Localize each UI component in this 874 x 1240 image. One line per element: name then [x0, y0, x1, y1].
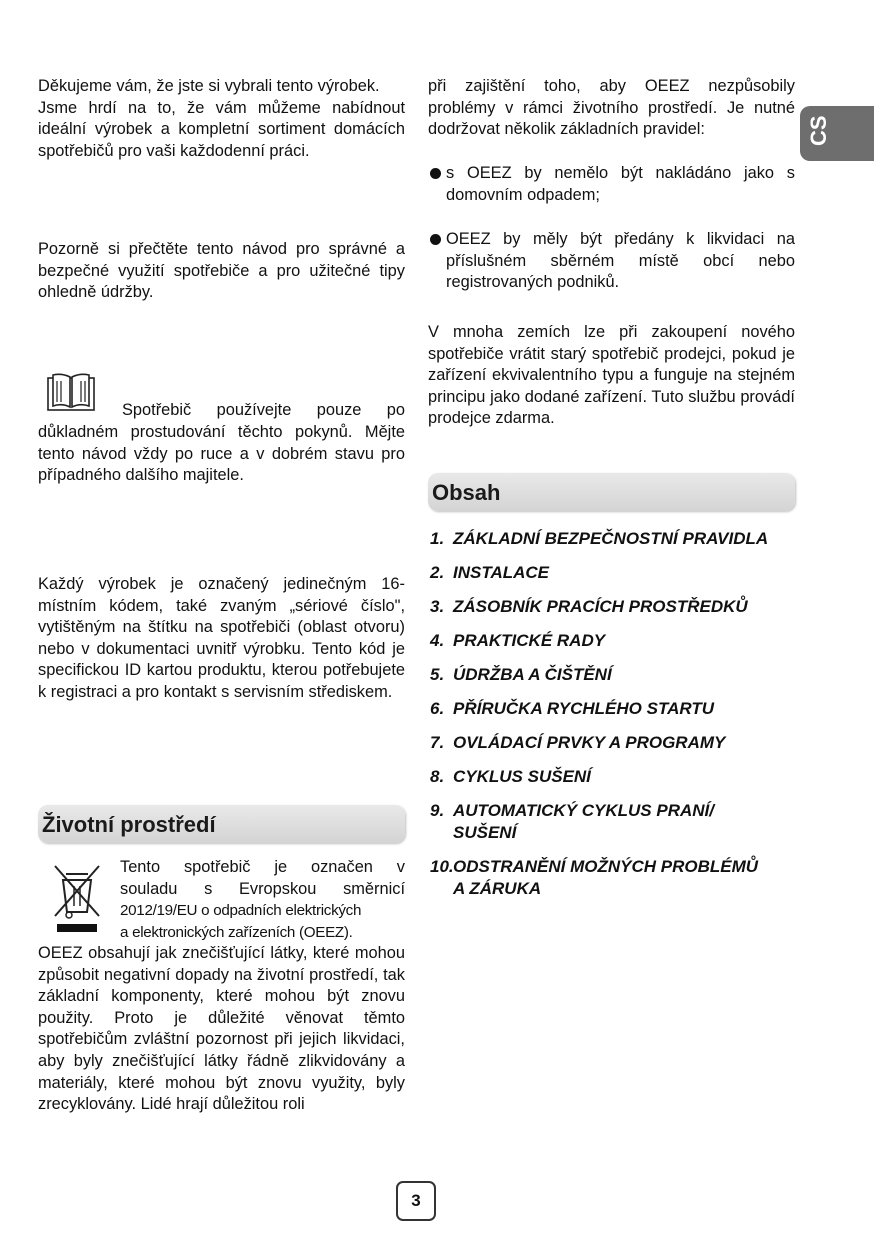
open-book-icon	[47, 372, 95, 414]
environment-line-4: a elektronických zařízeních (OEEZ).	[120, 923, 353, 941]
crossed-out-bin-icon	[52, 860, 102, 934]
toc-item-title: AUTOMATICKÝ CYKLUS PRANÍ/	[453, 801, 714, 820]
toc-item[interactable]	[430, 596, 800, 618]
toc-item-title-continued: SUŠENÍ	[453, 823, 517, 842]
language-tab-label: CS	[806, 115, 831, 146]
weee-rule-text: OEEZ by měly být předány k likvidaci na příslušném sběrném místě obcí nebo registrovaných podniků.	[446, 230, 795, 292]
toc-item-title: ODSTRANĚNÍ MOŽNÝCH PROBLÉMŮ	[453, 857, 759, 876]
toc-item[interactable]	[430, 698, 800, 720]
weee-rule-item	[428, 163, 795, 206]
toc-item-title: OVLÁDACÍ PRVKY A PROGRAMY	[453, 733, 726, 752]
toc-item[interactable]	[430, 664, 800, 686]
manual-note-text: důkladném prostudování těchto pokynů. Mějte tento návod vždy po ruce a v dobrém stavu pro případného dalšího majitele.	[38, 423, 405, 485]
environment-heading: Životní prostředí	[42, 812, 216, 837]
environment-heading-bar	[38, 805, 405, 843]
toc-item-number: 4.	[430, 631, 445, 650]
toc-item[interactable]	[430, 766, 800, 788]
read-manual-paragraph	[38, 239, 405, 304]
toc-item-number: 7.	[430, 733, 445, 752]
environment-line-3: 2012/19/EU o odpadních elektrických	[120, 902, 362, 920]
toc-item-number: 6.	[430, 699, 445, 718]
manual-note-first-line: Spotřebič používejte pouze po	[122, 401, 405, 419]
toc-item-title: ÚDRŽBA A ČIŠTĚNÍ	[453, 665, 612, 684]
read-manual-text: Pozorně si přečtěte tento návod pro správné a bezpečné využití spotřebiče a pro užitečné tipy ohledně údržby.	[38, 240, 405, 302]
weee-rule-text: s OEEZ by nemělo být nakládáno jako s domovním odpadem;	[446, 164, 795, 204]
environment-line-1: Tento spotřebič je označen v	[120, 858, 405, 876]
page-number: 3	[396, 1181, 436, 1221]
toc-item[interactable]	[430, 732, 800, 754]
weee-rules-intro: při zajištění toho, aby OEEZ nezpůsobily problémy v rámci životního prostředí. Je nutné dodržovat několik základních pravidel:	[428, 77, 795, 139]
toc-item-number: 2.	[430, 563, 445, 582]
toc-item-title: CYKLUS SUŠENÍ	[453, 767, 591, 786]
toc-item[interactable]	[430, 800, 800, 844]
table-of-contents	[430, 528, 800, 900]
contents-heading: Obsah	[432, 480, 501, 505]
toc-item-title-continued: A ZÁRUKA	[453, 879, 542, 898]
toc-item-number: 5.	[430, 665, 445, 684]
toc-item[interactable]	[430, 528, 800, 550]
toc-item[interactable]	[430, 562, 800, 584]
intro-text	[38, 76, 405, 162]
language-tab	[800, 106, 874, 161]
old-appliance-return-text: V mnoha zemích lze při zakoupení nového spotřebiče vrátit starý spotřebič prodejci, pokud je zařízení ekvivalentního typu a funguje na stejném principu jako dodané zařízení. Tuto službu provádí prodejce zdarma.	[428, 323, 795, 428]
toc-item[interactable]	[430, 856, 800, 900]
environment-directive-text	[120, 857, 405, 943]
toc-item-title: PRAKTICKÉ RADY	[453, 631, 606, 650]
intro-thanks: Děkujeme vám, že jste si vybrali tento výrobek.	[38, 77, 380, 95]
toc-item-title: ZÁSOBNÍK PRACÍCH PROSTŘEDKŮ	[453, 597, 748, 616]
contents-heading-bar	[428, 473, 795, 511]
toc-item-title: ZÁKLADNÍ BEZPEČNOSTNÍ PRAVIDLA	[453, 529, 769, 548]
toc-item[interactable]	[430, 630, 800, 652]
intro-proud: Jsme hrdí na to, že vám můžeme nabídnout ideální výrobek a kompletní sortiment domácích spotřebičů pro vaši každodenní práci.	[38, 98, 405, 160]
toc-item-number: 1.	[430, 529, 445, 548]
weee-rule-item	[428, 229, 795, 294]
toc-item-number: 10.	[430, 857, 454, 876]
bullet-dot-icon	[430, 234, 441, 245]
toc-item-number: 3.	[430, 597, 445, 616]
toc-item-title: INSTALACE	[453, 563, 550, 582]
bullet-dot-icon	[430, 168, 441, 179]
environment-body-text: OEEZ obsahují jak znečišťující látky, které mohou způsobit negativní dopady na životní prostředí, tak základní komponenty, které mohou být znovu použity. Proto je důležité věnovat těmto spotřebičům zvláštní pozornost při jejich likvidaci, aby byly znečišťující látky řádně zlikvidovány a materiály, které mohou být znovu využity, byly zrecyklovány. Lidé hrají důležitou roli	[38, 944, 405, 1114]
serial-number-paragraph: Každý výrobek je označený jedinečným 16-místním kódem, také zvaným „sériové číslo", vytištěným na štítku na spotřebiči (oblast otvoru) nebo v dokumentaci uvnitř výrobku. Tento kód je specifickou ID kartou produktu, kterou potřebujete k registraci a pro kontakt s servisním střediskem.	[38, 575, 405, 701]
toc-item-number: 9.	[430, 801, 445, 820]
toc-item-title: PŘÍRUČKA RYCHLÉHO STARTU	[453, 699, 714, 718]
environment-line-2: souladu s Evropskou směrnicí	[120, 879, 405, 898]
toc-item-number: 8.	[430, 767, 445, 786]
